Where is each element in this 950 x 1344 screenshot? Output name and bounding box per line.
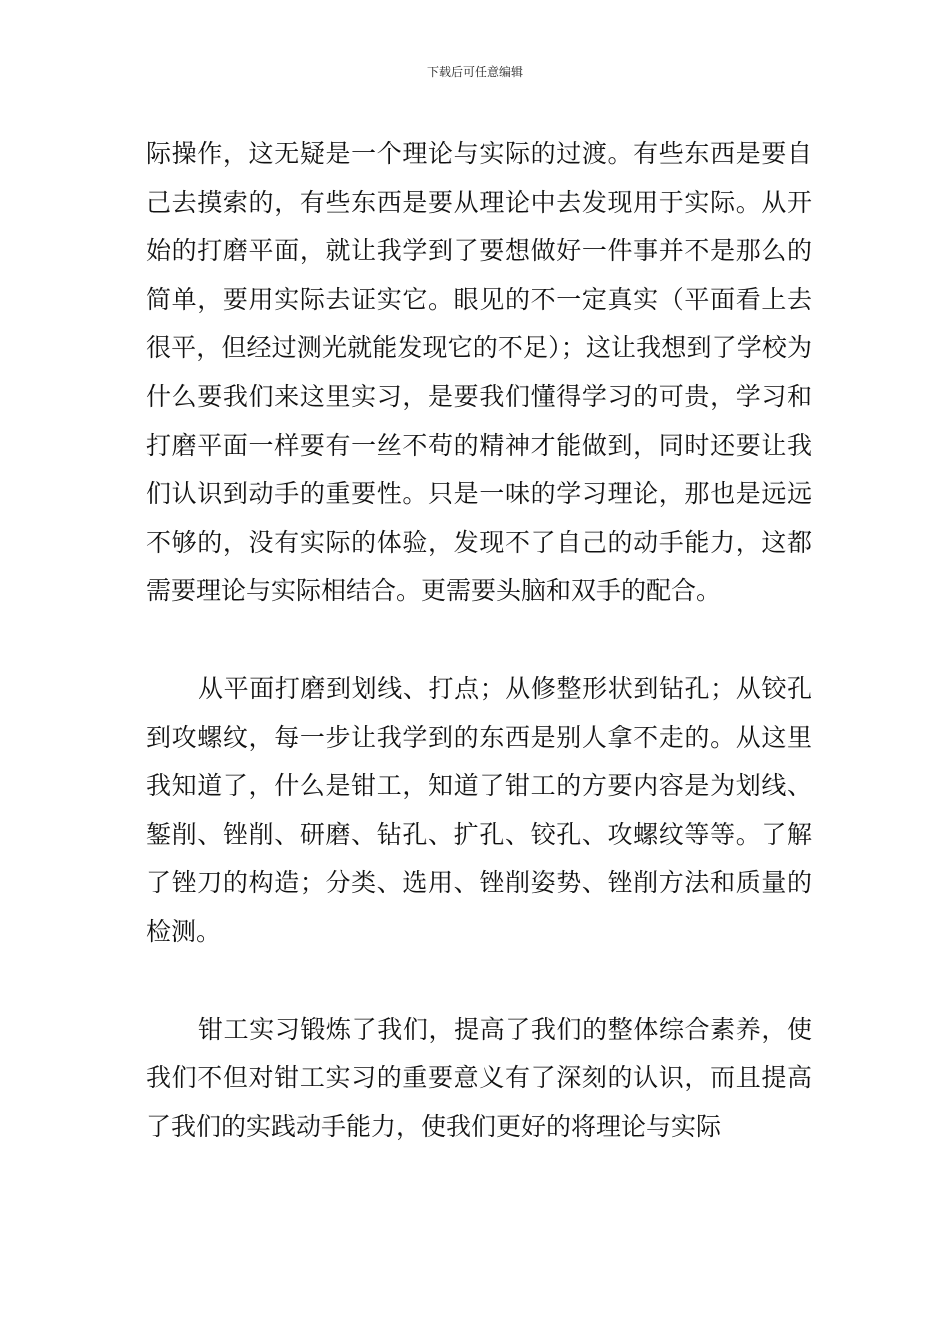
document-body [146, 130, 812, 1151]
paragraph-gap [146, 957, 812, 1006]
paragraph-1: 际操作，这无疑是一个理论与实际的过渡。有些东西是要自己去摸索的，有些东西是要从理论中去发现用于实际。从开始的打磨平面，就让我学到了要想做好一件事并不是那么的简单，要用实际去证实它。眼见的不一定真实（平面看上去很平，但经过测光就能发现它的不足）；这让我想到了学校为什么要我们来这里实习，是要我们懂得学习的可贵，学习和打磨平面一样要有一丝不苟的精神才能做到，同时还要让我们认识到动手的重要性。只是一味的学习理论，那也是远远不够的，没有实际的体验，发现不了自己的动手能力，这都需要理论与实际相结合。更需要头脑和双手的配合。 [146, 139, 812, 606]
paragraph-gap [146, 616, 812, 665]
paragraph-3: 钳工实习锻炼了我们，提高了我们的整体综合素养，使我们不但对钳工实习的重要意义有了深刻的认识，而且提高了我们的实践动手能力，使我们更好的将理论与实际 [146, 1014, 812, 1141]
page-header: 下载后可任意编辑 [426, 65, 523, 79]
paragraph-2: 从平面打磨到划线、打点；从修整形状到钻孔；从铰孔到攻螺纹，每一步让我学到的东西是别人拿不走的。从这里我知道了，什么是钳工，知道了钳工的方要内容是为划线、錾削、锉削、研磨、钻孔、扩孔、铰孔、攻螺纹等等。了解了锉刀的构造；分类、选用、锉削姿势、锉削方法和质量的检测。 [146, 673, 812, 946]
